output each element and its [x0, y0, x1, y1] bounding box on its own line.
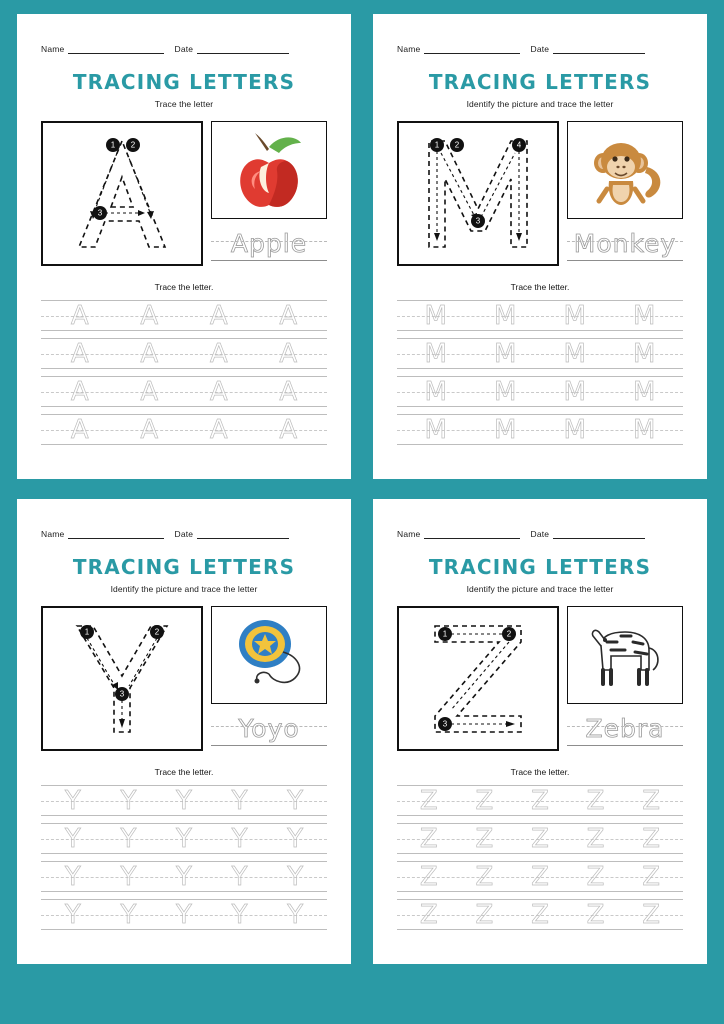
ghost-letter: M [494, 338, 517, 369]
row-glyphs [41, 414, 327, 445]
page-subtitle: Trace the letter [154, 99, 214, 109]
letter-y-trace-graphic [43, 608, 201, 749]
ghost-letter: A [70, 300, 89, 331]
date-field[interactable] [174, 44, 289, 54]
picture-column [211, 606, 327, 748]
worksheet-sheet-y [17, 499, 351, 964]
practice-row[interactable] [397, 414, 683, 445]
ghost-letter: M [424, 414, 447, 445]
row-glyphs [41, 300, 327, 331]
word-outline-text: Zebra [585, 714, 665, 743]
svg-text:1: 1 [84, 627, 90, 637]
name-field[interactable] [397, 529, 520, 539]
row-glyphs [397, 376, 683, 407]
practice-row[interactable] [397, 338, 683, 369]
row-glyphs [41, 785, 327, 816]
page-subtitle: Identify the picture and trace the letter [110, 584, 258, 594]
row-glyphs [397, 899, 683, 930]
ghost-letter: Y [64, 785, 81, 816]
name-label: Name [397, 529, 421, 539]
ghost-letter: Y [231, 861, 248, 892]
monkey-icon [577, 127, 673, 213]
picture-column [567, 121, 683, 263]
name-writing-line[interactable] [424, 529, 520, 539]
practice-rows-y [17, 777, 351, 930]
row-glyphs [41, 899, 327, 930]
practice-row[interactable] [41, 823, 327, 854]
picture-box [211, 121, 327, 219]
page-subtitle: Identify the picture and trace the letter [466, 99, 614, 109]
name-field[interactable] [41, 529, 164, 539]
word-baseline [567, 260, 683, 261]
ghost-letter: A [70, 338, 89, 369]
ghost-letter: A [70, 376, 89, 407]
word-baseline [211, 745, 327, 746]
word-trace-line [211, 229, 327, 263]
ghost-letter: Y [64, 823, 81, 854]
ghost-letter: A [279, 414, 298, 445]
page-title: TRACING LETTERS [428, 70, 652, 94]
ghost-letter: Z [419, 899, 438, 930]
ghost-letter: M [424, 376, 447, 407]
ghost-letter: M [633, 376, 656, 407]
ghost-letter: M [633, 414, 656, 445]
ghost-letter: A [279, 300, 298, 331]
ghost-letter: A [209, 338, 228, 369]
page-subtitle: Identify the picture and trace the letter [466, 584, 614, 594]
picture-column [211, 121, 327, 263]
practice-row[interactable] [41, 785, 327, 816]
ghost-letter: Z [475, 785, 494, 816]
practice-row[interactable] [41, 414, 327, 445]
practice-rows-a [17, 292, 351, 445]
date-writing-line[interactable] [553, 44, 645, 54]
ghost-letter: Z [475, 823, 494, 854]
ghost-letter: Z [586, 785, 605, 816]
word-midline [567, 241, 683, 242]
big-letter-trace-box [397, 606, 559, 751]
ghost-letter: M [563, 300, 586, 331]
name-writing-line[interactable] [68, 529, 164, 539]
practice-instruction: Trace the letter. [154, 767, 214, 777]
row-glyphs [41, 823, 327, 854]
ghost-letter: M [494, 376, 517, 407]
name-writing-line[interactable] [68, 44, 164, 54]
meta-row [373, 14, 707, 54]
ghost-letter: A [209, 300, 228, 331]
ghost-letter: A [209, 414, 228, 445]
row-glyphs [397, 823, 683, 854]
stroke-number-1: 1 [110, 140, 116, 150]
practice-instruction: Trace the letter. [510, 767, 570, 777]
practice-row[interactable] [397, 823, 683, 854]
practice-row[interactable] [397, 300, 683, 331]
ghost-letter: Y [231, 785, 248, 816]
ghost-letter: Y [64, 899, 81, 930]
practice-row[interactable] [397, 861, 683, 892]
worksheet-sheet-z [373, 499, 707, 964]
ghost-letter: A [209, 376, 228, 407]
practice-row[interactable] [397, 376, 683, 407]
letter-and-picture-area [373, 109, 707, 266]
word-midline [567, 726, 683, 727]
ghost-letter: Z [419, 823, 438, 854]
svg-text:3: 3 [475, 216, 481, 226]
date-label: Date [174, 529, 194, 539]
practice-row[interactable] [397, 785, 683, 816]
name-label: Name [41, 44, 65, 54]
ghost-letter: Z [642, 861, 661, 892]
row-glyphs [397, 414, 683, 445]
ghost-letter: Y [287, 823, 304, 854]
page-title: TRACING LETTERS [428, 555, 652, 579]
date-label: Date [530, 44, 550, 54]
meta-row [17, 499, 351, 539]
ghost-letter: M [633, 300, 656, 331]
stroke-number-3: 3 [97, 208, 103, 218]
ghost-letter: A [140, 376, 159, 407]
ghost-letter: Z [419, 785, 438, 816]
picture-box [567, 121, 683, 219]
ghost-letter: Y [120, 785, 137, 816]
word-outline-text: Apple [230, 229, 308, 258]
big-letter-trace-box [41, 606, 203, 751]
picture-box [211, 606, 327, 704]
ghost-letter: Z [531, 899, 549, 930]
ghost-letter: A [140, 338, 159, 369]
stroke-number-2: 2 [130, 140, 136, 150]
ghost-letter: Y [231, 899, 248, 930]
letter-z-trace-graphic [399, 608, 557, 749]
ghost-letter: A [140, 414, 159, 445]
row-glyphs [397, 300, 683, 331]
date-writing-line[interactable] [553, 529, 645, 539]
practice-row[interactable] [41, 300, 327, 331]
ghost-letter: Z [586, 861, 605, 892]
practice-rows-m [373, 292, 707, 445]
svg-text:2: 2 [506, 629, 512, 639]
date-field[interactable] [530, 44, 645, 54]
practice-row[interactable] [41, 338, 327, 369]
worksheet-sheet-m [373, 14, 707, 479]
page-title: TRACING LETTERS [72, 70, 296, 94]
name-field[interactable] [397, 44, 520, 54]
name-label: Name [397, 44, 421, 54]
ghost-letter: M [563, 338, 586, 369]
word-baseline [211, 260, 327, 261]
ghost-letter: Z [419, 861, 438, 892]
ghost-letter: M [494, 300, 517, 331]
ghost-letter: M [424, 338, 447, 369]
ghost-letter: Y [120, 823, 137, 854]
svg-text:1: 1 [442, 629, 448, 639]
ghost-letter: Z [475, 899, 494, 930]
date-writing-line[interactable] [197, 529, 289, 539]
page-title: TRACING LETTERS [72, 555, 296, 579]
date-label: Date [530, 529, 550, 539]
yoyo-icon [221, 612, 317, 698]
ghost-letter: A [279, 338, 298, 369]
word-outline-text: Monkey [573, 229, 677, 258]
row-glyphs [397, 861, 683, 892]
name-field[interactable] [41, 44, 164, 54]
ghost-letter: Z [642, 899, 661, 930]
ghost-letter: Y [287, 785, 304, 816]
svg-text:3: 3 [442, 719, 448, 729]
date-writing-line[interactable] [197, 44, 289, 54]
ghost-letter: M [563, 376, 586, 407]
meta-row [17, 14, 351, 54]
ghost-letter: A [70, 414, 89, 445]
word-midline [211, 726, 327, 727]
practice-row[interactable] [397, 899, 683, 930]
big-letter-trace-box [397, 121, 559, 266]
row-glyphs [41, 338, 327, 369]
ghost-letter: Z [531, 785, 549, 816]
ghost-letter: M [633, 338, 656, 369]
ghost-letter: Z [642, 823, 661, 854]
letter-and-picture-area [373, 594, 707, 751]
svg-text:4: 4 [516, 140, 522, 150]
ghost-letter: Z [531, 823, 549, 854]
picture-column [567, 606, 683, 748]
ghost-letter: Y [176, 823, 192, 854]
svg-text:3: 3 [119, 689, 125, 699]
letter-and-picture-area [17, 594, 351, 751]
word-outline-text: Yoyo [238, 714, 300, 743]
row-glyphs [41, 376, 327, 407]
ghost-letter: Y [120, 861, 137, 892]
name-label: Name [41, 529, 65, 539]
row-glyphs [397, 785, 683, 816]
practice-row[interactable] [41, 899, 327, 930]
meta-row [373, 499, 707, 539]
worksheet-sheet-a [17, 14, 351, 479]
letter-m-trace-graphic [399, 123, 557, 264]
letter-a-trace-graphic [43, 123, 201, 264]
letter-and-picture-area [17, 109, 351, 266]
practice-row[interactable] [41, 376, 327, 407]
ghost-letter: A [279, 376, 298, 407]
date-field[interactable] [530, 529, 645, 539]
word-midline [211, 241, 327, 242]
ghost-letter: Y [287, 861, 304, 892]
date-label: Date [174, 44, 194, 54]
word-trace-line [567, 714, 683, 748]
svg-text:2: 2 [454, 140, 460, 150]
ghost-letter: Z [586, 899, 605, 930]
ghost-letter: M [563, 414, 586, 445]
ghost-letter: Y [64, 861, 81, 892]
date-field[interactable] [174, 529, 289, 539]
ghost-letter: Z [475, 861, 494, 892]
word-trace-line [567, 229, 683, 263]
ghost-letter: M [494, 414, 517, 445]
word-trace-line [211, 714, 327, 748]
apple-icon [221, 127, 317, 213]
ghost-letter: Y [287, 899, 304, 930]
ghost-letter: Y [120, 899, 137, 930]
practice-instruction: Trace the letter. [510, 282, 570, 292]
zebra-icon [577, 612, 673, 698]
ghost-letter: Z [531, 861, 549, 892]
picture-box [567, 606, 683, 704]
ghost-letter: Y [176, 785, 192, 816]
name-writing-line[interactable] [424, 44, 520, 54]
practice-row[interactable] [41, 861, 327, 892]
practice-rows-z [373, 777, 707, 930]
svg-text:2: 2 [154, 627, 160, 637]
practice-instruction: Trace the letter. [154, 282, 214, 292]
big-letter-trace-box [41, 121, 203, 266]
ghost-letter: Y [176, 899, 192, 930]
ghost-letter: M [424, 300, 447, 331]
row-glyphs [41, 861, 327, 892]
ghost-letter: Y [176, 861, 192, 892]
word-baseline [567, 745, 683, 746]
ghost-letter: Z [586, 823, 605, 854]
ghost-letter: Y [231, 823, 248, 854]
row-glyphs [397, 338, 683, 369]
svg-text:1: 1 [434, 140, 440, 150]
ghost-letter: Z [642, 785, 661, 816]
ghost-letter: A [140, 300, 159, 331]
